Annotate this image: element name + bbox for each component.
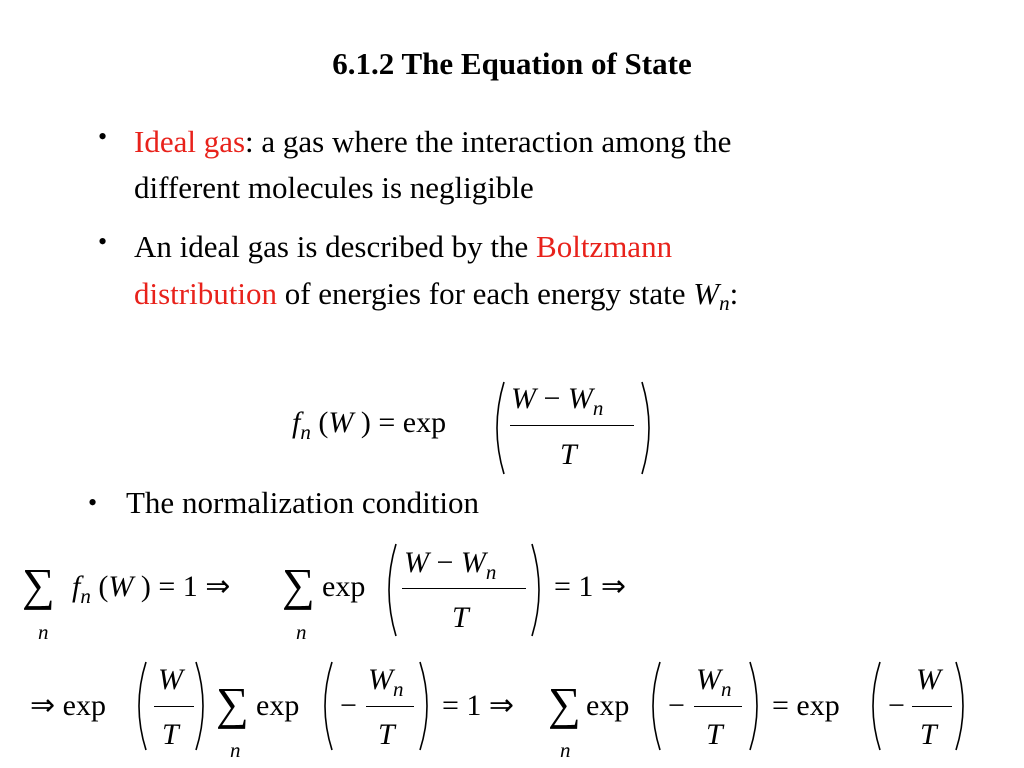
left-paren [128,658,152,754]
bullet-text: The normalization condition [126,485,479,520]
fraction-bar [694,706,742,707]
fraction-bar [366,706,414,707]
fraction-bar [402,588,526,589]
left-paren [862,658,886,754]
right-paren [190,658,214,754]
right-paren [744,658,768,754]
var-w: W [693,276,720,311]
term-boltzmann: Boltzmann [536,229,673,264]
right-paren [526,540,550,640]
term-ideal-gas: Ideal gas [134,124,246,159]
bullet-marker: • [88,488,98,517]
var-sub-n: n [719,291,730,315]
left-paren [378,540,402,640]
term-distribution: distribution [134,276,277,311]
right-paren [950,658,974,754]
bullet-text: of energies for each energy state [276,276,694,311]
colon: : [729,276,739,311]
definition-text-line2: different molecules is negligible [134,170,534,205]
left-paren [642,658,666,754]
definition-text: : a gas where the interaction among the [245,124,732,159]
bullet-marker: • [98,227,108,256]
bullet-line [134,119,731,164]
page-title: 6.1.2 The Equation of State [332,46,692,81]
bullet-marker: • [98,122,108,151]
right-paren [414,658,438,754]
bullet-text: An ideal gas is described by the [134,229,537,264]
fraction-bar [912,706,952,707]
bullet-line [134,271,738,326]
fraction-bar [510,425,634,426]
left-paren [486,378,510,478]
right-paren [636,378,660,478]
fraction-bar [154,706,194,707]
left-paren [314,658,338,754]
bullet-line [134,224,672,269]
